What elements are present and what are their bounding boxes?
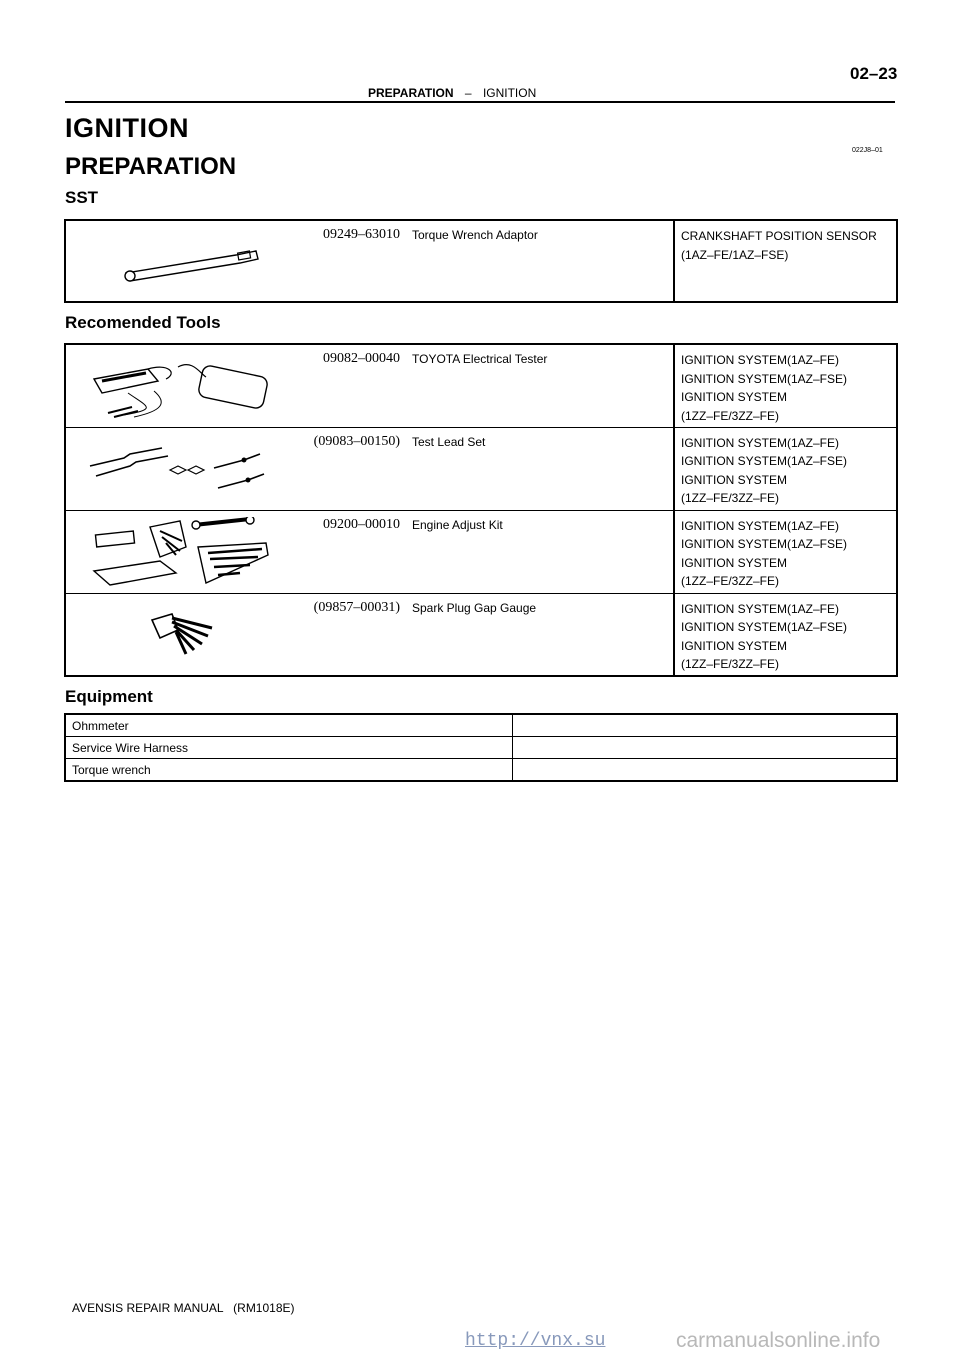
tool-name: Torque Wrench Adaptor xyxy=(406,220,674,302)
use-line: CRANKSHAFT POSITION SENSOR xyxy=(681,229,877,243)
tool-name: Engine Adjust Kit xyxy=(406,510,674,593)
part-number: 09249–63010 xyxy=(323,227,400,242)
use-line: IGNITION SYSTEM(1AZ–FSE) xyxy=(681,620,848,634)
table-row xyxy=(65,593,897,676)
use-line: (1ZZ–FE/3ZZ–FE) xyxy=(681,657,780,671)
manual-footer: AVENSIS REPAIR MANUAL (RM1018E) xyxy=(72,1301,295,1315)
use-line: IGNITION SYSTEM xyxy=(681,472,788,487)
equipment-note xyxy=(512,714,897,737)
use-line: (1AZ–FE/1AZ–FSE) xyxy=(681,247,789,262)
use-line: IGNITION SYSTEM(1AZ–FE) xyxy=(681,353,840,367)
use-line: IGNITION SYSTEM(1AZ–FSE) xyxy=(681,454,848,468)
torque-wrench-adaptor-icon xyxy=(116,243,266,285)
use-line: (1ZZ–FE/3ZZ–FE) xyxy=(681,491,780,505)
use-line: IGNITION SYSTEM(1AZ–FSE) xyxy=(681,537,848,551)
running-header-section: PREPARATION xyxy=(368,86,454,100)
table-row xyxy=(65,737,897,759)
equipment-name: Torque wrench xyxy=(65,759,512,782)
table-row xyxy=(65,759,897,782)
tool-use xyxy=(674,427,897,510)
part-number: (09857–00031) xyxy=(313,599,400,615)
recommended-tools-table xyxy=(64,343,898,677)
tool-illustration-cell xyxy=(65,220,406,302)
page-number: 02–23 xyxy=(850,64,898,83)
equipment-note xyxy=(512,737,897,759)
use-line: IGNITION SYSTEM(1AZ–FSE) xyxy=(681,371,848,386)
use-line: IGNITION SYSTEM(1AZ–FE) xyxy=(681,518,840,533)
tool-illustration-cell xyxy=(65,593,406,676)
equipment-table xyxy=(64,713,898,782)
tool-illustration-cell xyxy=(65,344,406,427)
tool-name: TOYOTA Electrical Tester xyxy=(406,344,674,427)
table-row xyxy=(65,344,897,427)
page-title: IGNITION xyxy=(65,113,189,143)
tool-illustration-cell xyxy=(65,427,406,510)
use-line: IGNITION SYSTEM(1AZ–FE) xyxy=(681,435,840,450)
test-lead-set-icon xyxy=(84,442,284,498)
figure-code: 022J8–01 xyxy=(852,147,883,154)
tool-use xyxy=(674,510,897,593)
table-row xyxy=(65,427,897,510)
part-number: 09200–00010 xyxy=(323,516,400,532)
tool-use xyxy=(674,593,897,676)
header-rule xyxy=(65,101,895,103)
tool-name: Spark Plug Gap Gauge xyxy=(406,593,674,676)
use-line: (1ZZ–FE/3ZZ–FE) xyxy=(681,574,780,588)
spark-plug-gap-gauge-icon xyxy=(148,610,228,664)
watermark-site: carmanualsonline.info xyxy=(676,1329,881,1352)
table-row xyxy=(65,714,897,737)
tool-use xyxy=(674,220,897,302)
table-row xyxy=(65,510,897,593)
use-line: IGNITION SYSTEM xyxy=(681,638,788,653)
tool-use xyxy=(674,344,897,427)
part-number: (09083–00150) xyxy=(313,433,400,449)
tool-name: Test Lead Set xyxy=(406,427,674,510)
equipment-heading: Equipment xyxy=(65,687,153,706)
use-line: IGNITION SYSTEM xyxy=(681,555,788,570)
equipment-note xyxy=(512,759,897,782)
engine-adjust-kit-icon xyxy=(90,517,280,591)
electrical-tester-icon xyxy=(88,357,288,419)
running-header xyxy=(368,86,536,100)
sst-heading: SST xyxy=(65,188,99,207)
running-header-separator: – xyxy=(464,86,472,100)
recommended-tools-heading: Recomended Tools xyxy=(65,313,221,332)
use-line: (1ZZ–FE/3ZZ–FE) xyxy=(681,408,780,423)
equipment-name: Ohmmeter xyxy=(65,714,512,737)
use-line: IGNITION SYSTEM xyxy=(681,390,788,404)
table-row xyxy=(65,220,897,302)
use-line: IGNITION SYSTEM(1AZ–FE) xyxy=(681,601,840,616)
part-number: 09082–00040 xyxy=(323,351,400,366)
equipment-name: Service Wire Harness xyxy=(65,737,512,759)
tool-illustration-cell xyxy=(65,510,406,593)
sst-table xyxy=(64,219,898,303)
section-title: PREPARATION xyxy=(65,153,237,180)
running-header-subsection: IGNITION xyxy=(482,86,537,100)
watermark-link[interactable]: http://vnx.su xyxy=(465,1331,606,1351)
